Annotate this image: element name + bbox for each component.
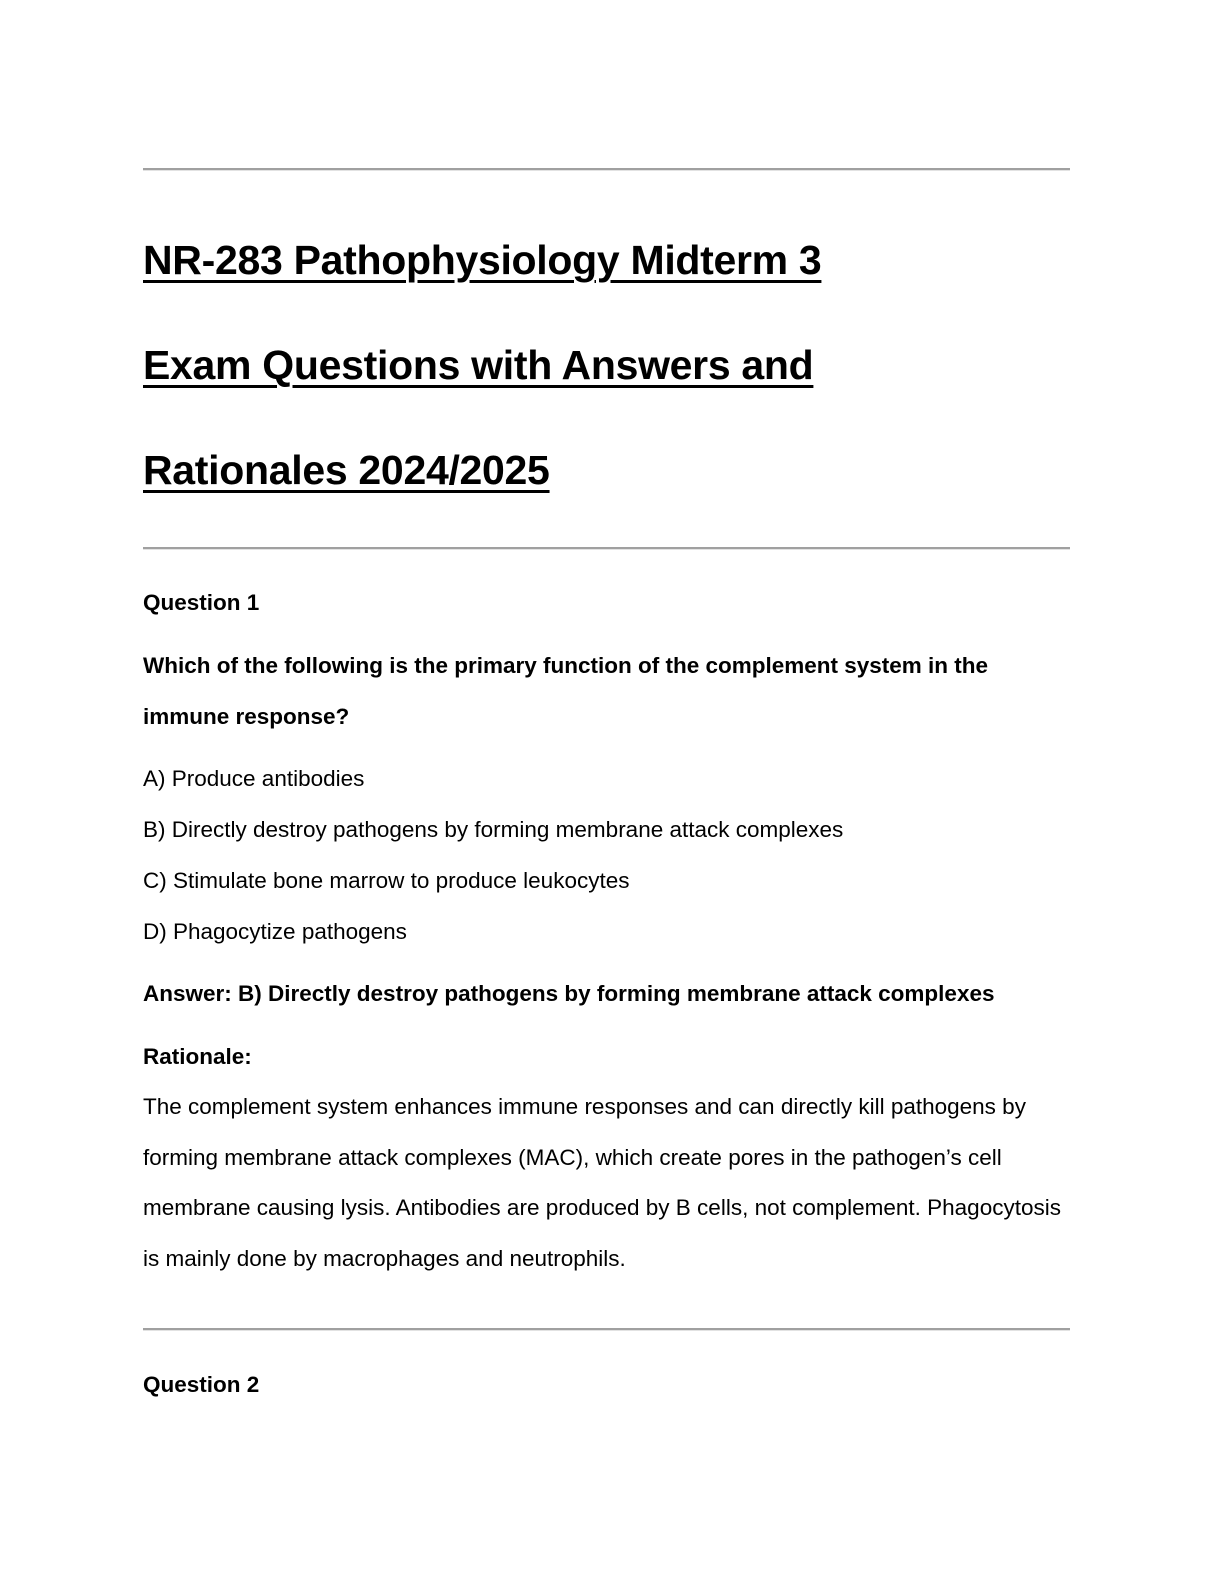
title-line-3: Rationales 2024/2025 bbox=[143, 447, 550, 493]
question-1-option-d: D) Phagocytize pathogens bbox=[143, 919, 407, 944]
title-line-1: NR-283 Pathophysiology Midterm 3 bbox=[143, 237, 822, 283]
divider-top bbox=[143, 168, 1070, 171]
question-1-heading: Question 1 bbox=[143, 590, 260, 615]
question-1-option-c: C) Stimulate bone marrow to produce leukocytes bbox=[143, 868, 630, 893]
title-line-2: Exam Questions with Answers and bbox=[143, 342, 814, 388]
divider-after-question-1 bbox=[143, 1328, 1070, 1331]
question-2-heading: Question 2 bbox=[143, 1372, 260, 1397]
question-1-rationale-label: Rationale: bbox=[143, 1044, 252, 1069]
question-1-option-b: B) Directly destroy pathogens by forming membrane attack complexes bbox=[143, 817, 844, 842]
question-1-option-a: A) Produce antibodies bbox=[143, 766, 365, 791]
question-1-rationale-text: The complement system enhances immune responses and can directly kill pathogens by forming membrane attack complexes (MAC), which create pores in the pathogen’s cell membrane causing lysis. Antibodies are produced by B cells, not complement. Phagocytosis is mainly done by macrophages and neutrophils. bbox=[143, 1094, 1061, 1271]
document-title bbox=[143, 208, 1073, 523]
question-1-prompt: Which of the following is the primary function of the complement system in the immune response? bbox=[143, 653, 989, 729]
divider-after-title bbox=[143, 547, 1070, 550]
question-1-answer: Answer: B) Directly destroy pathogens by forming membrane attack complexes bbox=[143, 981, 995, 1006]
